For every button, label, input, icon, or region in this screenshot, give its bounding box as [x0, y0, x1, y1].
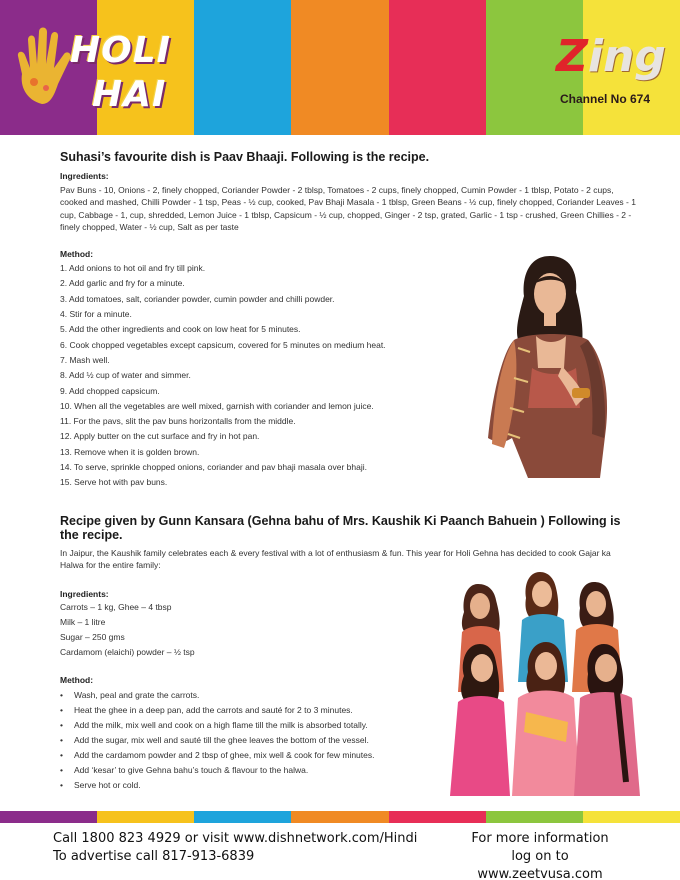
- footer-info-line: For more information: [471, 831, 609, 846]
- stripe-pink: [389, 0, 486, 135]
- footer-call-line: Call 1800 823 4929 or visit www.dishnetwork.com/Hindi: [53, 831, 418, 846]
- footer-stripe-pink: [389, 811, 486, 823]
- footer-color-bar: [0, 811, 680, 823]
- recipe-1-step: 1. Add onions to hot oil and fry till pink.: [60, 263, 206, 274]
- recipe-1-step: 3. Add tomatoes, salt, coriander powder, cumin powder and chilli powder.: [60, 293, 335, 304]
- recipe-1-step: 14. To serve, sprinkle chopped onions, coriander and pav bhaji masala over bhaji.: [60, 462, 367, 473]
- footer-stripe-yellow: [97, 811, 194, 823]
- recipe-2-title: Recipe given by Gunn Kansara (Gehna bahu of Mrs. Kaushik Ki Paanch Bahuein ) Following is the recipe.: [60, 514, 621, 542]
- recipe-1-ingredients-text: Pav Buns - 10, Onions - 2, finely chopped, Coriander Powder - 2 tblsp, Tomatoes - 2 cups, finely chopped, Cumin Powder - 1 tblsp, Potato - 2 cups, cooked and mashed, Chilli Powder - 1 tsp, Peas - ½ cup, cooked, Pav Bhaji Masala - 1 tblsp, Green Beans - ½ cup, finely chopped, Coriander Leaves - 1 cup, Cabbage - 1, cup, shredded, Lemon Juice - 1 tblsp, Capsicum - ½ cup, chopped, Ginger - 2 tsp, grated, Garlic - 1 tsp - crushed, Green Chillies - 2 - finely chopped, Water - ½ cup, Salt as per taste: [60, 185, 636, 232]
- stripe-orange: [291, 0, 388, 135]
- recipe-1-step: 9. Add chopped capsicum.: [60, 385, 160, 396]
- recipe-2-step-text: Serve hot or cold.: [74, 779, 141, 790]
- holi-word: HOLI: [70, 30, 172, 71]
- recipe-2-step-text: Add the sugar, mix well and sauté till the ghee leaves the bottom of the vessel.: [74, 734, 369, 745]
- recipe-1-step: 11. For the pavs, slit the pav buns horizontalls from the middle.: [60, 416, 296, 427]
- recipe-2-ingredient: Sugar – 250 gms: [60, 632, 125, 643]
- recipe-1-step: 13. Remove when it is golden brown.: [60, 446, 200, 457]
- zing-logo: [556, 31, 666, 82]
- recipe-1-title: Suhasi’s favourite dish is Paav Bhaaji. Following is the recipe.: [60, 150, 430, 164]
- footer-website-line: log on to www.zeetvusa.com: [477, 849, 603, 880]
- holi-hai-logo: [12, 8, 202, 128]
- suhasi-photo: [484, 248, 614, 480]
- footer-stripe-lightyellow: [583, 811, 680, 823]
- recipe-1-step: 10. When all the vegetables are well mixed, garnish with coriander and lemon juice.: [60, 400, 374, 411]
- bullet-icon: •: [60, 764, 63, 775]
- recipe-2-method-label: Method:: [60, 674, 94, 685]
- channel-number: Channel No 674: [560, 92, 651, 106]
- recipe-2-step-text: Wash, peal and grate the carrots.: [74, 689, 200, 700]
- zing-logo-z: Z: [556, 31, 588, 82]
- recipe-2-ingredient: Milk – 1 litre: [60, 616, 106, 627]
- bullet-icon: •: [60, 749, 63, 760]
- bullet-icon: •: [60, 779, 63, 790]
- footer-advertise-line: To advertise call 817-913-6839: [53, 849, 255, 864]
- recipe-1-step: 2. Add garlic and fry for a minute.: [60, 278, 185, 289]
- recipe-2-ingredient: Carrots – 1 kg, Ghee – 4 tbsp: [60, 601, 172, 612]
- footer-stripe-blue: [194, 811, 291, 823]
- footer-info: [452, 830, 628, 880]
- bullet-icon: •: [60, 734, 63, 745]
- recipe-2-ingredients-label: Ingredients:: [60, 588, 109, 599]
- recipe-2-step-text: Add the cardamom powder and 2 tbsp of ghee, mix well & cook for few minutes.: [74, 749, 375, 760]
- footer-stripe-green: [486, 811, 583, 823]
- footer-stripe-purple: [0, 811, 97, 823]
- recipe-1-step: 8. Add ½ cup of water and simmer.: [60, 370, 191, 381]
- bullet-icon: •: [60, 719, 63, 730]
- recipe-1-ingredients-label: Ingredients:: [60, 171, 109, 181]
- bullet-icon: •: [60, 689, 63, 700]
- stripe-blue: [194, 0, 291, 135]
- recipe-1-step: 15. Serve hot with pav buns.: [60, 477, 168, 488]
- kaushik-bahuein-group-photo: [440, 572, 654, 796]
- hai-word: HAI: [92, 74, 167, 115]
- bullet-icon: •: [60, 704, 63, 715]
- recipe-1-step: 4. Stir for a minute.: [60, 309, 132, 320]
- recipe-2-step-text: Add ‘kesar’ to give Gehna bahu’s touch & flavour to the halwa.: [74, 764, 309, 775]
- recipe-1-step: 5. Add the other ingredients and cook on low heat for 5 minutes.: [60, 324, 301, 335]
- recipe-2-intro: In Jaipur, the Kaushik family celebrates each & every festival with a lot of enthusiasm & fun. This year for Holi Gehna has decided to cook Gajar ka Halwa for the entire family:: [60, 548, 611, 571]
- recipe-1-step: 7. Mash well.: [60, 354, 110, 365]
- recipe-2-ingredient: Cardamom (elaichi) powder – ½ tsp: [60, 647, 195, 658]
- zing-logo-ing: ing: [587, 31, 666, 82]
- footer-stripe-orange: [291, 811, 388, 823]
- recipe-1-step: 6. Cook chopped vegetables except capsicum, covered for 5 minutes on medium heat.: [60, 339, 386, 350]
- recipe-1-step: 12. Apply butter on the cut surface and fry in hot pan.: [60, 431, 260, 442]
- recipe-2-step-text: Heat the ghee in a deep pan, add the carrots and sauté for 2 to 3 minutes.: [74, 704, 353, 715]
- recipe-2-step-text: Add the milk, mix well and cook on a high flame till the milk is absorbed totally.: [74, 719, 368, 730]
- footer-contact: [53, 830, 417, 866]
- recipe-1-method-label: Method:: [60, 249, 94, 260]
